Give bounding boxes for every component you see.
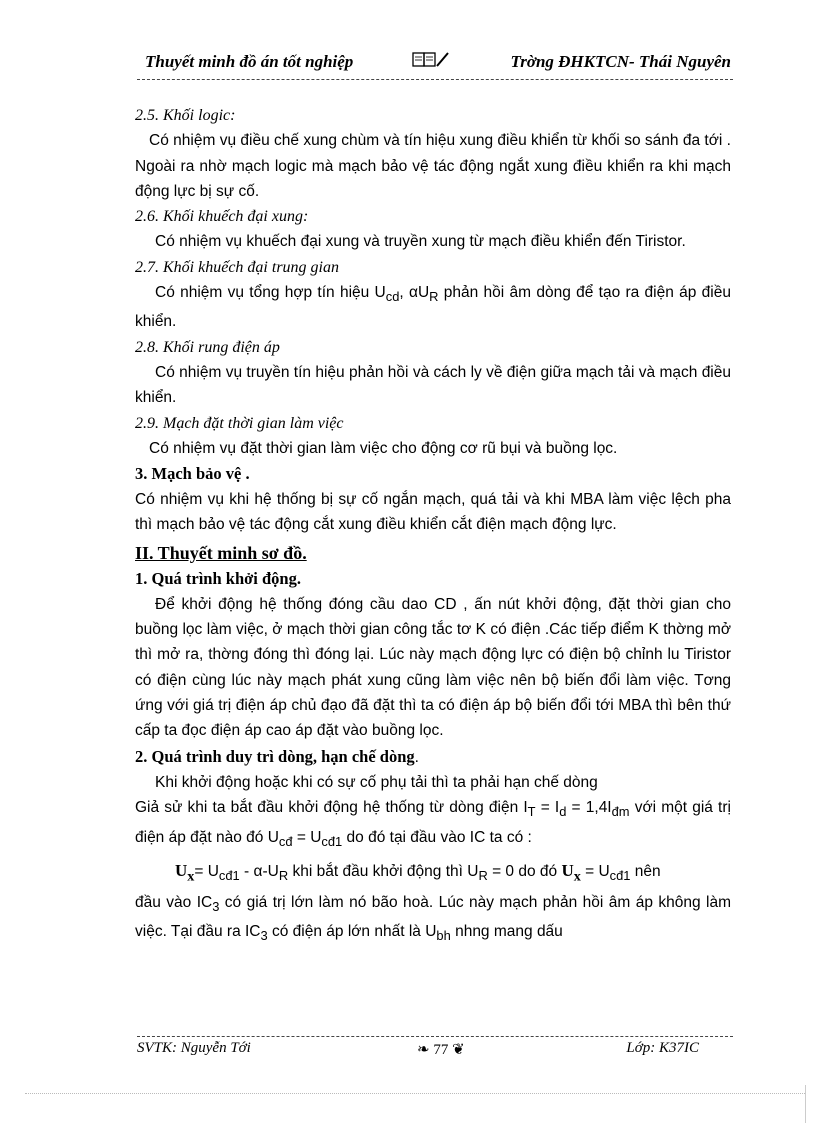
paragraph-2-9: Có nhiệm vụ đặt thời gian làm việc cho động cơ rũ bụi và buồng lọc. — [149, 439, 618, 457]
paragraph-2-8: Có nhiệm vụ truyền tín hiệu phản hồi và cách ly về điện giữa mạch tải và mạch điều khiển. — [135, 364, 731, 407]
heading-2-8: 2.8. Khối rung điện áp — [135, 338, 280, 356]
paragraph-3: Có nhiệm vụ khi hệ thống bị sự cố ngắn mạch, quá tải và khi MBA làm việc lệch pha thì mạch bảo vệ tác động cắt xung điều khiển cắt điện mạch động lực. — [135, 490, 731, 533]
heading-2-5: 2.5. Khối logic: — [135, 107, 236, 124]
header-divider — [137, 79, 733, 80]
header-institution: Trờng ĐHKTCN- Thái Nguyên — [510, 52, 731, 71]
page-margin-line — [805, 1085, 806, 1123]
paragraph-2-5: Có nhiệm vụ điều chế xung chùm và tín hiệu xung điều khiển từ khối so sánh đa tới . Ngoài ra nhờ mạch logic mà mạch bảo vệ tác động ngắt xung điều khiển ra khi mạch động lực bị sự cố. — [135, 132, 731, 200]
book-pen-icon — [412, 50, 450, 75]
paragraph-2-7: Có nhiệm vụ tổng hợp tín hiệu $U_{cd}$, $\alpha U_R$ phản hồi âm dòng để tạo ra điện áp điều khiển. — [135, 284, 731, 331]
paragraph-2-6: Có nhiệm vụ khuếch đại xung và truyền xung từ mạch điều khiển đến Tiristor. — [155, 233, 686, 251]
formula-line: $U_x= U_{cđ1} - \alpha-U_R$ khi bắt đầu khởi động thì $U_R = 0$ do đó $U_x = U_{cđ1}$ nên — [175, 860, 661, 885]
footer-divider — [137, 1036, 733, 1037]
page-edge — [25, 1093, 805, 1094]
paragraph-2b: Giả sử khi ta bắt đầu khởi động hệ thống từ dòng điện $I_T = I_d = 1,4I_{đm}$ với một giá trị điện áp đặt nào đó $U_{cđ} = U_{cđ1}$ do đó tại đầu vào IC ta có : — [135, 799, 731, 849]
page-header — [137, 48, 731, 78]
page-number: ❧ 77 ❦ — [417, 1042, 465, 1058]
heading-2-6: 2.6. Khối khuếch đại xung: — [135, 208, 309, 226]
heading-1: 1. Quá trình khởi động. — [135, 569, 301, 589]
page-footer — [137, 1040, 731, 1064]
heading-2-9: 2.9. Mạch đặt thời gian làm việc — [135, 414, 344, 432]
paragraph-2a: Khi khởi động hoặc khi có sự cố phụ tải thì ta phải hạn chế dòng — [155, 773, 598, 791]
heading-2: 2. Quá trình duy trì dòng, hạn chế dòng. — [135, 746, 419, 766]
heading-section-II: II. Thuyết minh sơ đồ. — [135, 543, 307, 564]
heading-3: 3. Mạch bảo vệ . — [135, 464, 250, 484]
footer-author: SVTK: Nguyễn Tới — [137, 1040, 251, 1056]
document-body — [135, 103, 731, 948]
header-title: Thuyết minh đồ án tốt nghiệp — [145, 52, 354, 71]
paragraph-2c: đầu vào $IC_3$ có giá trị lớn làm nó bão hoà. Lúc này mạch phản hồi âm áp không làm việc. Tại đầu ra $IC_3$ có điện áp lớn nhất là $U_{bh}$ nhng mang dấu — [135, 893, 731, 944]
heading-2-7: 2.7. Khối khuếch đại trung gian — [135, 258, 339, 276]
paragraph-1: Để khởi động hệ thống đóng cầu dao CD , ấn nút khởi động, đặt thời gian cho buồng lọc làm việc, ở mạch thời gian công tắc tơ K có điện .Các tiếp điểm K thờng mở thì mở ra, thờng đóng thì đóng lại. Lúc này mạch động lực có điện bộ chỉnh lu Tiristor có điện cùng lúc này mạch phát xung cũng làm việc nên bộ biến đổi làm việc. Tơng ứng với giá trị điện áp chủ đạo đã đặt thì ta có điện áp bộ biến đổi tới MBA thì bên thứ cấp ta đọc điện áp cao áp đặt vào buồng lọc. — [135, 595, 731, 740]
alpha-symbol: α — [408, 284, 418, 302]
footer-class: Lớp: K37IC — [626, 1040, 699, 1056]
